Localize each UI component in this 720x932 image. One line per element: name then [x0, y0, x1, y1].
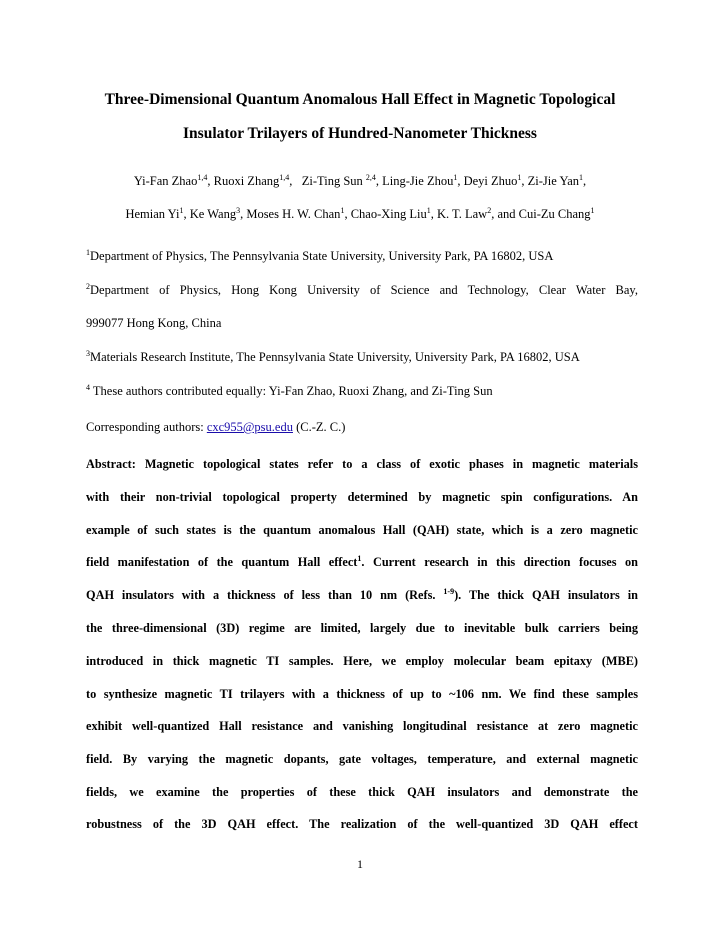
- author-name: Ke Wang: [189, 207, 237, 221]
- author-separator: ,: [240, 207, 247, 221]
- author-list-line-2: [60, 205, 660, 223]
- affiliation-text: Materials Research Institute, The Pennsylvania State University, University Park, PA 16802, USA: [90, 350, 580, 364]
- author-affiliation-mark: 1: [340, 205, 345, 215]
- reference-mark: 1: [357, 553, 362, 563]
- affiliation-2-line-2: 999077 Hong Kong, China: [86, 316, 222, 330]
- abstract-text: QAH insulators with a thickness of less than 10 nm (Refs.: [86, 588, 444, 602]
- reference-mark: 1-9: [443, 586, 455, 596]
- affiliation-3: [86, 348, 638, 366]
- affiliation-1: [86, 247, 638, 265]
- author-name: K. T. Law: [436, 207, 488, 221]
- affiliation-2-line-1: [86, 281, 638, 299]
- abstract-line: [86, 553, 638, 571]
- author-name: Moses H. W. Chan: [246, 207, 341, 221]
- author-name: Zi-Jie Yan: [527, 174, 580, 188]
- author-affiliation-mark: 1: [579, 172, 584, 182]
- author-affiliation-mark: 2,4: [365, 172, 376, 182]
- author-affiliation-mark: 1: [517, 172, 522, 182]
- corresponding-suffix: (C.-Z. C.): [292, 420, 346, 434]
- author-separator: ,: [375, 174, 383, 188]
- page-number: 1: [357, 857, 363, 871]
- affiliation-mark: 4: [86, 382, 90, 392]
- author-separator: ,: [457, 174, 464, 188]
- abstract-line: example of such states is the quantum anomalous Hall (QAH) state, which is a zero magnetic: [86, 523, 638, 537]
- author-name: Chao-Xing Liu: [350, 207, 427, 221]
- equal-contribution-text: These authors contributed equally: Yi-Fan Zhao, Ruoxi Zhang, and Zi-Ting Sun: [90, 384, 493, 398]
- author-separator: ,: [430, 207, 437, 221]
- author-affiliation-mark: 1: [179, 205, 184, 215]
- abstract-line: exhibit well-quantized Hall resistance and vanishing longitudinal resistance at zero magnetic: [86, 719, 638, 733]
- paper-title-line-2: Insulator Trilayers of Hundred-Nanometer Thickness: [183, 125, 537, 142]
- corresponding-label: Corresponding authors:: [86, 420, 207, 434]
- abstract-text: ). The thick QAH insulators in: [454, 588, 638, 602]
- author-separator: ,: [521, 174, 528, 188]
- abstract-text: . Current research in this direction focuses on: [361, 555, 638, 569]
- author-name: Zi-Ting Sun: [301, 174, 366, 188]
- abstract-line: robustness of the 3D QAH effect. The realization of the well-quantized 3D QAH effect: [86, 817, 638, 831]
- abstract-line: to synthesize magnetic TI trilayers with a thickness of up to ~106 nm. We find these samples: [86, 687, 638, 701]
- author-affiliation-mark: 2: [487, 205, 492, 215]
- affiliation-mark: 2: [86, 281, 90, 291]
- author-affiliation-mark: 3: [236, 205, 241, 215]
- affiliation-text: Department of Physics, Hong Kong University of Science and Technology, Clear Water Bay,: [90, 283, 638, 297]
- author-separator: , and: [491, 207, 519, 221]
- abstract-line: field. By varying the magnetic dopants, gate voltages, temperature, and external magnetic: [86, 752, 638, 766]
- author-separator: ,: [583, 174, 587, 188]
- author-affiliation-mark: 1: [590, 205, 595, 215]
- abstract-line: introduced in thick magnetic TI samples. Here, we employ molecular beam epitaxy (MBE): [86, 654, 638, 668]
- author-separator: ,: [207, 174, 214, 188]
- author-separator: ,: [344, 207, 351, 221]
- author-name: Deyi Zhuo: [463, 174, 518, 188]
- affiliation-mark: 1: [86, 247, 90, 257]
- author-name: Yi-Fan Zhao: [133, 174, 198, 188]
- author-affiliation-mark: 1: [426, 205, 431, 215]
- author-list-line-1: [60, 172, 660, 190]
- author-name: Hemian Yi: [125, 207, 180, 221]
- corresponding-email-link[interactable]: cxc955@psu.edu: [206, 420, 293, 434]
- affiliation-mark: 3: [86, 348, 90, 358]
- equal-contribution-note: [86, 382, 638, 400]
- author-affiliation-mark: 1,4: [279, 172, 290, 182]
- abstract-line: with their non-trivial topological property determined by magnetic spin configurations. An: [86, 490, 638, 504]
- abstract-line: the three-dimensional (3D) regime are limited, largely due to inevitable bulk carriers being: [86, 621, 638, 635]
- affiliation-text: Department of Physics, The Pennsylvania State University, University Park, PA 16802, USA: [90, 249, 554, 263]
- author-separator: ,: [183, 207, 190, 221]
- abstract-line: fields, we examine the properties of these thick QAH insulators and demonstrate the: [86, 785, 638, 799]
- author-separator: ,: [289, 174, 299, 188]
- author-affiliation-mark: 1: [453, 172, 458, 182]
- author-name: Cui-Zu Chang: [518, 207, 591, 221]
- abstract-line: Abstract: Magnetic topological states refer to a class of exotic phases in magnetic materials: [86, 457, 638, 471]
- author-name: Ling-Jie Zhou: [382, 174, 454, 188]
- corresponding-authors: [86, 418, 638, 436]
- abstract-text: field manifestation of the quantum Hall effect: [86, 555, 358, 569]
- author-name: Ruoxi Zhang: [213, 174, 280, 188]
- author-affiliation-mark: 1,4: [197, 172, 208, 182]
- paper-title-line-1: Three-Dimensional Quantum Anomalous Hall Effect in Magnetic Topological: [104, 91, 616, 108]
- abstract-line: [86, 586, 638, 604]
